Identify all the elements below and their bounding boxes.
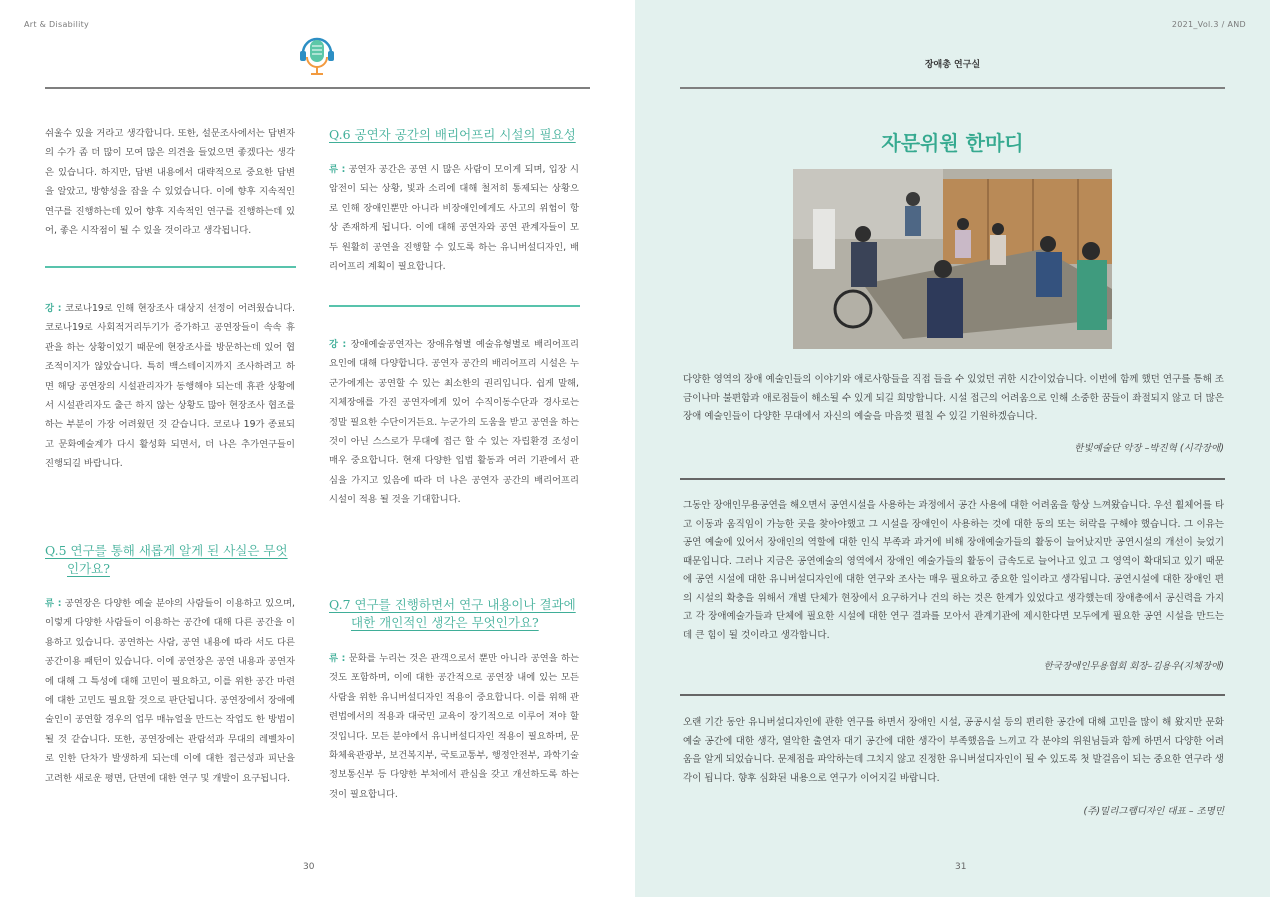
microphone-icon	[299, 35, 335, 77]
speaker-label: 강 :	[45, 303, 62, 314]
answer-text: 코로나19로 인해 현장조사 대상지 선정이 어려웠습니다. 코로나19로 사회적거리두기가 증가하고 공연장들이 속속 휴관을 하는 상황이었기 때문에 현장조사를 방문하는데 있어 협조적이지가 않았습니다. 특히 백스테이지까지 조사하려고 하면 해당 공연장의 시설관리자가 동행해야 되는데 휴관 상황에서 시설관리자도 출근 하지 않는 상황도 많아 현장조사 협조를 하는 부분이 가장 어려웠던 것 같습니다. 코로나 19가 종료되고 문화예술계가 다시 활성화 되면서, 더 나은 추가연구들이 진행되길 바랍니다.	[45, 303, 295, 470]
advisor-signature-1: 한빛예술단 악장 –박진혁 (시각장애)	[1074, 443, 1224, 454]
section-divider	[45, 266, 296, 268]
running-head-right: 2021_Vol.3 / AND	[1171, 20, 1246, 29]
advisor-quote-1: 다양한 영역의 장애 예술인들의 이야기와 애로사항들을 직접 들을 수 있었던 귀한 시간이었습니다. 이번에 함께 했던 연구를 통해 조금이나마 불편함과 애로점들이 해소될 수 있게 되길 희망합니다. 시설 접근의 어려움으로 인해 소중한 꿈들이 좌절되지 않고 더 많은 장애 예술인들이 다양한 무대에서 자신의 예술을 마음껏 펼칠 수 있길 기원하겠습니다.	[683, 374, 1224, 422]
question-7-heading	[329, 596, 589, 632]
page-number-left: 30	[303, 862, 315, 872]
advisor-quote-3: 오랜 기간 동안 유니버설디자인에 관한 연구를 하면서 장애인 시설, 공공시설 등의 편리한 공간에 대해 고민을 많이 해 왔지만 문화예술 공간에 대한 생각, 열악한 출연자 대기 공간에 대한 생각이 부족했음을 느끼고 각 분야의 위원님들과 함께 하면서 다양한 어려움을 알게 되었습니다. 문제점을 파악하는데 그치지 않고 진정한 유니버설디자인이 될 수 있도록 첫 발걸음이 되는 중요한 연구라 생각이 됩니다. 향후 심화된 내용으로 연구가 이어지길 바랍니다.	[683, 717, 1224, 784]
answer-kang-q4	[45, 299, 295, 474]
answer-text: 문화를 누리는 것은 관객으로서 뿐만 아니라 공연을 하는 것도 포함하며, 이에 대한 공간적으로 공연장 내에 있는 모든 사람을 위한 유니버설디자인 적용이 중요합니다. 이를 위해 관련법에서의 적용과 대국민 교육이 장기적으로 이루어 져야 할 것입니다. 모든 분야에서 유니버설디자인 적용이 필요하며, 문화체육관광부, 보건복지부, 국토교통부, 행정안전부, 과학기술정보통신부 등 다양한 부처에서 관심을 갖고 개선하도록 하는 것이 필요합니다.	[329, 653, 580, 800]
meeting-photo	[793, 169, 1112, 349]
answer-kang-q6	[329, 335, 579, 510]
speaker-label: 류 :	[45, 598, 62, 609]
answer-ryu-q5	[45, 594, 295, 788]
question-6-title: Q.6 공연자 공간의 배리어프리 시설의 필요성	[329, 127, 576, 142]
advisor-signature-2: 한국장애인무용협회 회장–김용우(지체장애)	[1043, 661, 1224, 672]
question-5-line2: 인가요?	[67, 561, 110, 576]
answer-text: 장애예술공연자는 장애유형별 예술유형별로 배리어프리 요인에 대해 다양합니다. 공연자 공간의 배리어프리 시설은 누군가에게는 공연할 수 있는 최소한의 권리입니다. 쉽게 말해, 지체장애를 가진 공연자에게 있어 수직이동수단과 경사로는 정말 필요한 수단이거든요. 누군가의 도움을 받고 공연을 하는 것이 아닌 스스로가 무대에 접근 할 수 있는 자립환경 조성이 매우 중요합니다. 현재 다양한 입법 활동과 여러 기관에서 관심을 가지고 있음에 따라 더 나은 공연자 공간의 배리어프리 시설이 적용 될 것을 기대합니다.	[329, 339, 579, 506]
page-title: 자문위원 한마디	[881, 131, 1024, 155]
answer-ryu-q6	[329, 160, 579, 276]
answer-text: 공연자 공간은 공연 시 많은 사람이 모이게 되며, 입장 시 암전이 되는 상황, 빛과 소리에 대해 철저히 통제되는 상황으로 인해 장애인뿐만 아니라 비장애인에게도 사고의 위험이 항상 존재하게 됩니다. 이에 대해 공연자와 공연 관계자들이 모두 원활히 공연을 진행할 수 있도록 하는 유니버설디자인, 배리어프리 계획이 필요합니다.	[329, 164, 579, 273]
section-divider	[329, 305, 580, 307]
speaker-label: 류 :	[329, 653, 346, 664]
advisor-signature-3: (주)밀리그램디자인 대표 – 조명민	[1083, 806, 1224, 817]
speaker-label: 강 :	[329, 339, 347, 350]
running-head-left: Art & Disability	[24, 20, 90, 29]
question-5-line1: Q.5 연구를 통해 새롭게 알게 된 사실은 무엇	[45, 543, 288, 558]
question-7-line1: Q.7 연구를 진행하면서 연구 내용이나 결과에	[329, 597, 576, 612]
quote-divider	[680, 478, 1225, 480]
speaker-label: 류 :	[329, 164, 346, 175]
top-divider	[680, 87, 1225, 89]
advisor-quote-2: 그동안 장애인무용공연을 해오면서 공연시설을 사용하는 과정에서 공간 사용에 대한 어려움을 항상 느껴왔습니다. 우선 휠체어를 타고 이동과 움직임이 가능한 곳을 찾아야했고 그 시설을 장애인이 사용하는 것에 대한 동의 또는 허락을 구해야 했습니다. 그 이유는 공연 예술에 있어서 장애인의 역할에 대한 인식 부족과 과거에 비해 장애예술가들의 활동이 늘어났지만 공연시설의 개선이 늦었기 때문입니다. 그러나 지금은 공연예술의 영역에서 장애인 예술가들의 활동이 급속도로 늘어나고 있고 그 영역이 확대되고 있기 때문에 공연 시설에 대한 유니버설디자인에 대한 연구와 조사는 매우 필요하고 중요한 일이라고 생각됩니다. 공연시설에 대한 장애인 편의 시설의 확충을 위해서 개별 단체가 현장에서 요구하거나 건의 하는 것은 한계가 있었다고 생각했는데 장애총에서 공신력을 가지고 각 장애예술가들과 단체에 필요한 시설에 대한 연구 결과를 모아서 관계기관에 제시한다면 모두에게 필요한 공연 시설을 만드는데 큰 힘이 될 것이라고 생각합니다.	[683, 500, 1224, 641]
right-page	[635, 0, 1270, 897]
question-5-heading	[45, 542, 300, 578]
intro-paragraph: 쉬울수 있을 거라고 생각합니다. 또한, 설문조사에서는 답변자의 수가 좀 더 많이 모여 많은 의견을 들었으면 좋겠다는 생각은 있습니다. 하지만, 답변 내용에서 대략적으로 중요한 답변을 알았고, 방향성을 잡을 수 있었습니다. 이에 향후 지속적인 연구를 진행하는데 있어 향후 지속적인 연구를 진행하는데 있어, 좋은 시작점이 될 수 있을 것이라고 생각됩니다.	[45, 128, 295, 237]
meeting-photo-illustration	[793, 169, 1112, 349]
answer-text: 공연장은 다양한 예술 분야의 사람들이 이용하고 있으며, 이렇게 다양한 사람들이 이용하는 공간에 대해 다른 공간을 이용하고 있습니다. 공연하는 사람, 공연 내용에 따라 서도 다른 공간이용 패턴이 있습니다. 이에 공연장은 공연 내용과 공연자에 대해 그 특성에 대해 고민이 필요하고, 이를 위한 공간 마련에 대한 고민도 필요할 것으로 판단됩니다. 공연장에서 장애예술인이 공연할 경우의 업무 매뉴얼을 만드는 작업도 한 방법이 될 것 같습니다. 또한, 공연장에는 관람석과 무대의 레벨차이로 인한 단차가 발생하게 되는데 이에 대한 접근성과 피난을 고려한 새로운 평면, 단면에 대한 연구 및 개발이 요구됩니다.	[45, 598, 295, 784]
question-7-line2: 대한 개인적인 생각은 무엇인가요?	[351, 615, 539, 630]
quote-divider	[680, 694, 1225, 696]
question-6-heading	[329, 126, 589, 144]
page-number-right: 31	[955, 862, 967, 872]
answer-ryu-q7	[329, 649, 579, 804]
top-divider	[45, 87, 590, 89]
section-tag: 장애총 연구실	[924, 60, 981, 70]
